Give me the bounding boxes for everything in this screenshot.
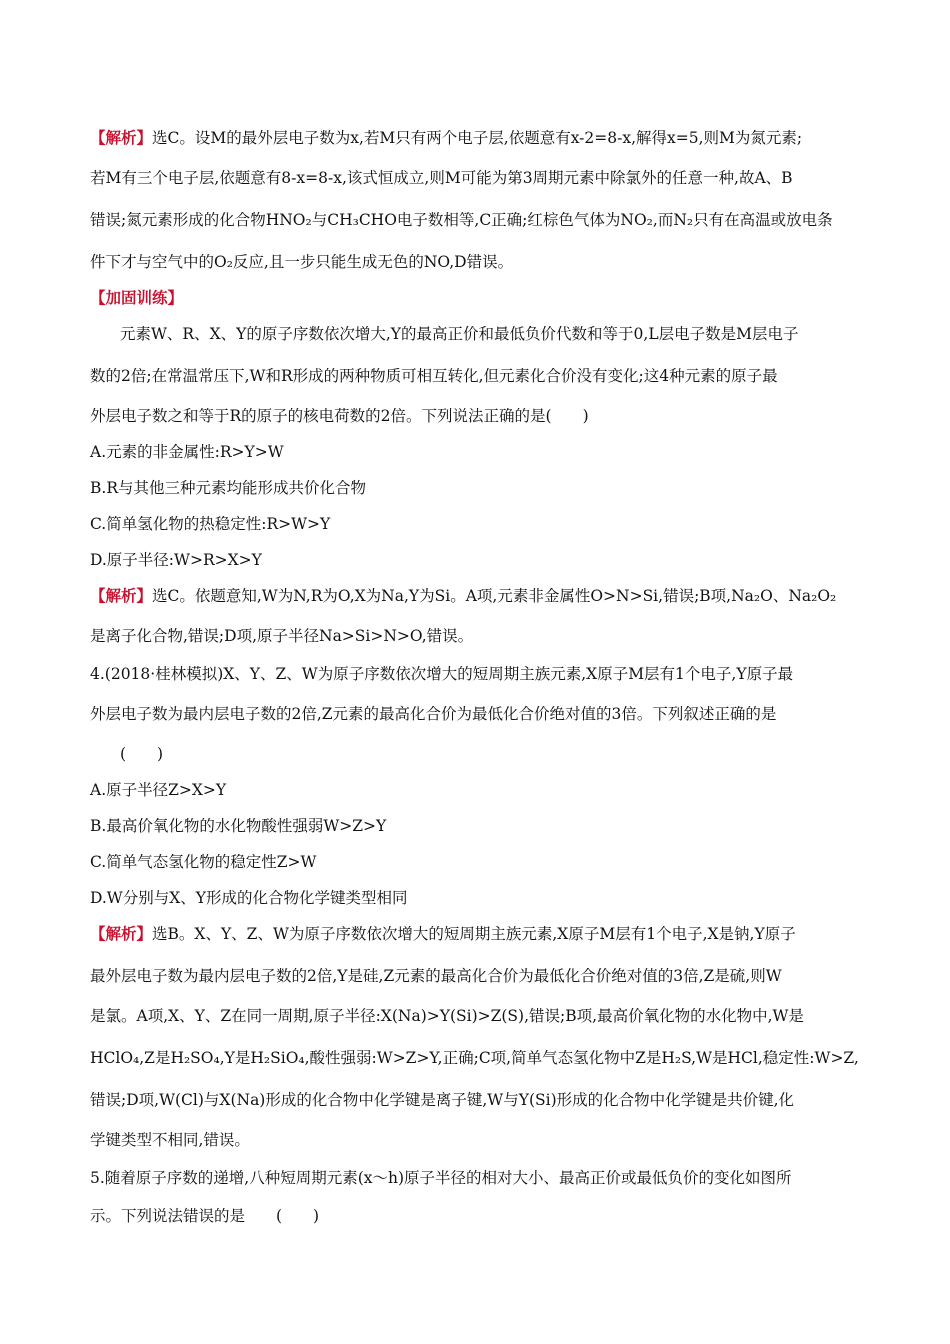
question-line: 4.(2018·桂林模拟)X、Y、Z、W为原子序数依次增大的短周期主族元素,X原子M层有1个电子,Y原子最 [90,665,794,683]
analysis-line: HClO₄,Z是H₂SO₄,Y是H₂SiO₄,酸性强弱:W>Z>Y,正确;C项,简单气态氢化物中Z是H₂S,W是HCl,稳定性:W>Z, [90,1049,859,1067]
question-line: 5.随着原子序数的递增,八种短周期元素(x～h)原子半径的相对大小、最高正价或最低负价的变化如图所 [90,1169,792,1187]
question-line: 数的2倍;在常温常压下,W和R形成的两种物质可相互转化,但元素化合价没有变化;这4种元素的原子最 [90,367,778,385]
question-line: 外层电子数为最内层电子数的2倍,Z元素的最高化合价为最低化合价绝对值的3倍。下列叙述正确的是 [90,705,777,723]
analysis-line: 错误;氮元素形成的化合物HNO₂与CH₃CHO电子数相等,C正确;红棕色气体为NO₂,而N₂只有在高温或放电条 [90,211,833,229]
analysis-line: 若M有三个电子层,依题意有8-x=8-x,该式恒成立,则M可能为第3周期元素中除氯外的任意一种,故A、B [90,169,793,187]
option-c: C.简单气态氢化物的稳定性Z>W [90,853,317,871]
analysis-line: 件下才与空气中的O₂反应,且一步只能生成无色的NO,D错误。 [90,253,514,271]
option-d: D.W分别与X、Y形成的化合物化学键类型相同 [90,889,408,907]
option-b: B.最高价氧化物的水化物酸性强弱W>Z>Y [90,817,387,835]
question-line: 外层电子数之和等于R的原子的核电荷数的2倍。下列说法正确的是( ) [90,407,589,425]
analysis-line: 【解析】选C。设M的最外层电子数为x,若M只有两个电子层,依题意有x-2=8-x,解得x=5,则M为氮元素; [90,129,803,147]
analysis-tag: 【解析】 [90,925,153,943]
analysis-line: 是氯。A项,X、Y、Z在同一周期,原子半径:X(Na)>Y(Si)>Z(S),错误;B项,最高价氧化物的水化物中,W是 [90,1007,804,1025]
analysis-line: 学键类型不相同,错误。 [90,1131,250,1149]
option-a: A.元素的非金属性:R>Y>W [90,443,284,461]
option-c: C.简单氢化物的热稳定性:R>W>Y [90,515,331,533]
analysis-line: 错误;D项,W(Cl)与X(Na)形成的化合物中化学键是离子键,W与Y(Si)形成的化合物中化学键是共价键,化 [90,1091,795,1109]
option-b: B.R与其他三种元素均能形成共价化合物 [90,479,366,497]
analysis-tag: 【解析】 [90,129,153,147]
section-heading: 【加固训练】 [90,289,184,307]
analysis-line: 是离子化合物,错误;D项,原子半径Na>Si>N>O,错误。 [90,627,474,645]
question-line: 元素W、R、X、Y的原子序数依次增大,Y的最高正价和最低负价代数和等于0,L层电子数是M层电子 [120,325,799,343]
question-line: 示。下列说法错误的是 ( ) [90,1207,320,1225]
option-d: D.原子半径:W>R>X>Y [90,551,262,569]
answer-paren: ( ) [120,745,164,763]
option-a: A.原子半径Z>X>Y [90,781,227,799]
analysis-line: 【解析】选B。X、Y、Z、W为原子序数依次增大的短周期主族元素,X原子M层有1个电子,X是钠,Y原子 [90,925,796,943]
analysis-line: 最外层电子数为最内层电子数的2倍,Y是硅,Z元素的最高化合价为最低化合价绝对值的3倍,Z是硫,则W [90,967,782,985]
analysis-tag: 【解析】 [90,587,153,605]
analysis-line: 【解析】选C。依题意知,W为N,R为O,X为Na,Y为Si。A项,元素非金属性O>N>Si,错误;B项,Na₂O、Na₂O₂ [90,587,837,605]
